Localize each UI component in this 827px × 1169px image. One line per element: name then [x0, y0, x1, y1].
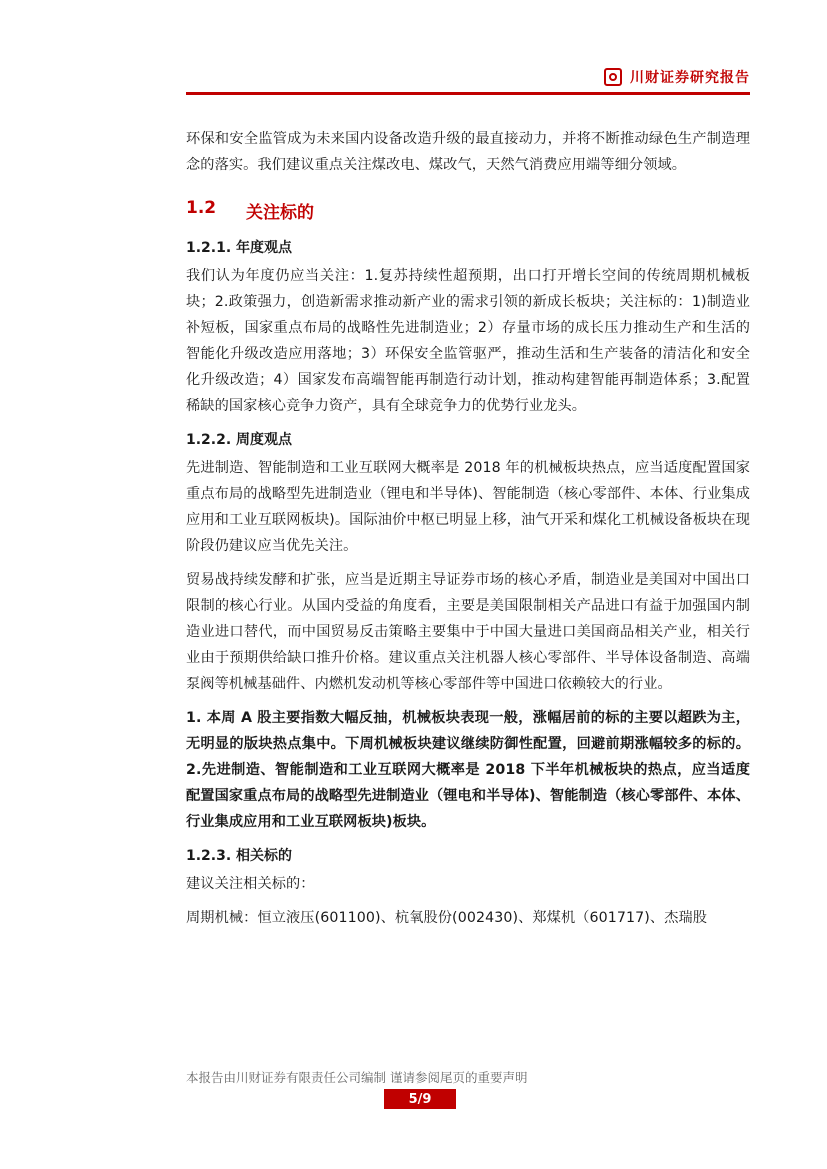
section-number: 1.2 [186, 198, 217, 218]
page-number: 5/9 [384, 1089, 456, 1109]
subsection-heading-related: 1.2.3. 相关标的 [186, 848, 293, 864]
annual-view-paragraph: 我们认为年度仍应当关注：1.复苏持续性超预期，出口打开增长空间的传统周期机械板块；2.政策强力，创造新需求推动新产业的需求引领的新成长板块；关注标的：1)制造业补短板，国家重点布局的战略性先进制造业；2）存量市场的成长压力推动生产和生活的智能化升级改造应用落地；3）环保安全监管驱严，推动生活和生产装备的清洁化和安全化升级改造；4）国家发布高端智能再制造行动计划，推动构建智能再制造体系；3.配置稀缺的国家核心竞争力资产，具有全球竞争力的优势行业龙头。 [186, 268, 750, 414]
section-title: 关注标的 [246, 203, 314, 223]
header-rule [186, 92, 750, 95]
page-header [186, 64, 750, 96]
brand-logo-icon [604, 68, 622, 86]
related-intro: 建议关注相关标的： [186, 876, 315, 892]
main-content [186, 126, 750, 931]
intro-paragraph: 环保和安全监管成为未来国内设备改造升级的最直接动力，并将不断推动绿色生产制造理念的落实。我们建议重点关注煤改电、煤改气，天然气消费应用端等细分领域。 [186, 131, 750, 173]
subsection-heading-annual: 1.2.1. 年度观点 [186, 240, 293, 256]
footer-disclaimer: 本报告由川财证券有限责任公司编制 谨请参阅尾页的重要声明 [186, 1070, 528, 1085]
section-heading [186, 198, 750, 223]
related-periodic-machinery: 周期机械：恒立液压(601100)、杭氧股份(002430)、郑煤机（601717)、杰瑞股 [186, 910, 708, 926]
header-brand-group [604, 67, 750, 87]
brand-name: 川财证券研究报告 [630, 70, 750, 86]
subsection-heading-weekly: 1.2.2. 周度观点 [186, 432, 293, 448]
weekly-view-paragraph-2: 贸易战持续发酵和扩张，应当是近期主导证券市场的核心矛盾，制造业是美国对中国出口限制的核心行业。从国内受益的角度看，主要是美国限制相关产品进口有益于加强国内制造业进口替代，而中国贸易反击策略主要集中于中国大量进口美国商品相关产业，相关行业由于预期供给缺口推升价格。建议重点关注机器人核心零部件、半导体设备制造、高端泵阀等机械基础件、内燃机发动机等核心零部件等中国进口依赖较大的行业。 [186, 572, 750, 692]
weekly-view-bold-paragraph: 1. 本周 A 股主要指数大幅反抽，机械板块表现一般，涨幅居前的标的主要以超跌为主，无明显的版块热点集中。下周机械板块建议继续防御性配置，回避前期涨幅较多的标的。2.先进制造、智能制造和工业互联网大概率是 2018 下半年机械板块的热点，应当适度配置国家重点布局的战略型先进制造业（锂电和半导体)、智能制造（核心零部件、本体、行业集成应用和工业互联网板块)板块。 [186, 710, 750, 830]
weekly-view-paragraph-1: 先进制造、智能制造和工业互联网大概率是 2018 年的机械板块热点，应当适度配置国家重点布局的战略型先进制造业（锂电和半导体)、智能制造（核心零部件、本体、行业集成应用和工业互联网板块)。国际油价中枢已明显上移，油气开采和煤化工机械设备板块在现阶段仍建议应当优先关注。 [186, 460, 750, 554]
